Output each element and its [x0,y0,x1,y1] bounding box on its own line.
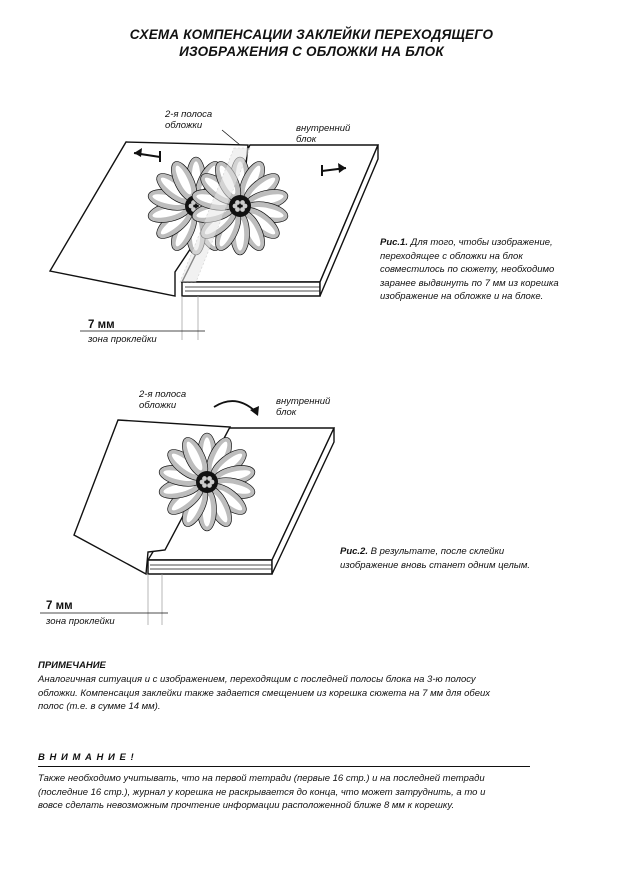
fig2-block-label-2: блок [276,407,297,418]
note-heading: ПРИМЕЧАНИЕ [38,660,106,671]
attention-line-2: (последние 16 стр.), журнал у корешка не раскрывается до конца, что может затруднить, а то и [38,786,486,798]
note-line-1: Аналогичная ситуация и с изображением, переходящим с последней полосы блока на 3-ю полосу [38,674,476,685]
fig2-block-label-1: внутренний [276,396,331,407]
fig1-caption-line-1: Для того, чтобы изображение, [408,237,553,248]
fig1-block-side [182,282,320,296]
attention-heading: В Н И М А Н И Е ! [38,752,135,763]
title-line-1: СХЕМА КОМПЕНСАЦИИ ЗАКЛЕЙКИ ПЕРЕХОДЯЩЕГО [129,27,494,42]
fig1-block-label-1: внутренний [296,123,351,134]
fig2-block-side [148,560,272,574]
daisy-seed [240,207,245,212]
note-line-3: полос (т.е. в сумме 14 мм). [38,701,161,712]
fig1-cover-label-2: обложки [165,120,203,131]
fig2-mm-value: 7 мм [46,600,73,612]
figure-2 [40,389,334,627]
daisy-seed [235,200,240,205]
fig1-caption [380,236,590,304]
fig2-caption-line-2: изображение вновь станет одним целым. [340,559,530,571]
fig2-cover-label-2: обложки [139,400,177,411]
attention-line-3: вовсе сделать невозможным прочтение информации расположенной ближе 8 мм к корешку. [38,800,455,811]
fig1-caption-line-5: изображение на обложке и на блоке. [380,291,544,302]
fig1-block-label-2: блок [296,134,317,145]
fig1-mm-value: 7 мм [88,319,115,331]
fig2-caption-line-1: В результате, после склейки [368,546,505,557]
attention-body [38,772,578,813]
daisy-center [196,471,218,493]
daisy-seed [207,476,212,481]
note-body [38,673,578,714]
fig1-caption-line-4: заранее выдвинуть по 7 мм из корешка [380,277,559,289]
attention-rule [38,766,530,767]
daisy-seed [207,483,212,488]
daisy-seed [240,200,245,205]
daisy-seed [202,476,207,481]
daisy-center [229,195,251,217]
fig1-zone-label: зона проклейки [88,334,157,345]
fig2-zone-label: зона проклейки [46,616,115,627]
fig2-caption-bold: Рис.2. [340,546,368,557]
fig2-curved-arrow-icon [214,401,259,416]
fig1-caption-bold: Рис.1. [380,237,408,248]
fig2-caption [340,545,580,572]
note-line-2: обложки. Компенсация заклейки также задается смещением из корешка сюжета на 7 мм для обеих [38,687,491,699]
figure-1 [50,109,378,345]
title-line-2: ИЗОБРАЖЕНИЯ С ОБЛОЖКИ НА БЛОК [179,44,444,59]
fig1-caption-line-2: переходящее с обложки на блок [380,250,523,262]
fig1-caption-line-3: совместилось по сюжету, необходимо [380,264,555,275]
fig2-cover-label-1: 2-я полоса [139,389,187,400]
attention-line-1: Также необходимо учитывать, что на первой тетради (первые 16 стр.) и на последней тетради [38,773,485,784]
fig1-cover-label-1: 2-я полоса [165,109,213,120]
